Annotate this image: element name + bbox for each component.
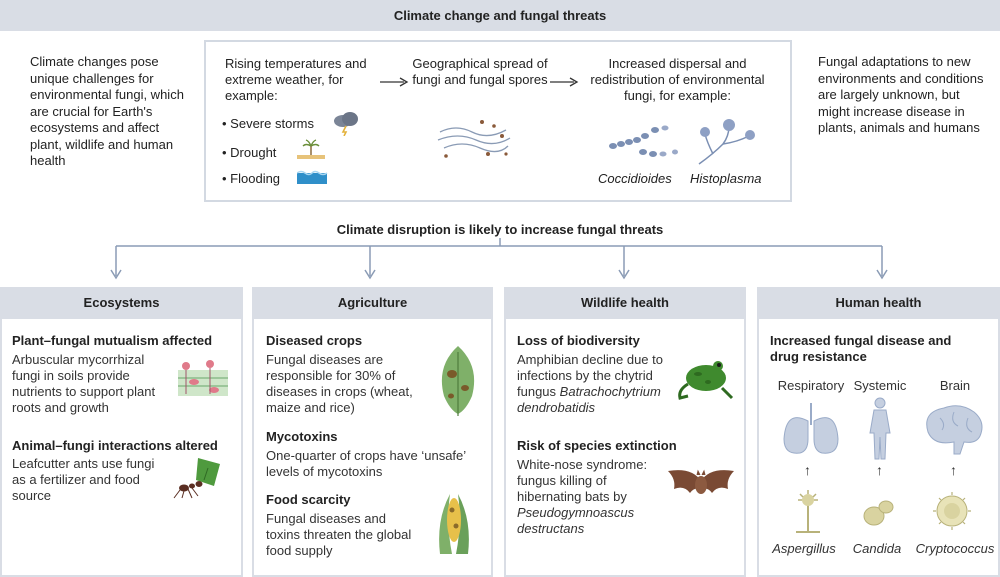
corn-icon <box>432 480 474 556</box>
ecosystems-heading-1: Plant–fungal mutualism affected <box>12 333 213 348</box>
ecosystems-header: Ecosystems <box>0 287 243 319</box>
agriculture-heading-2: Mycotoxins <box>266 429 338 444</box>
organ-label-respiratory: Respiratory <box>777 378 845 393</box>
bullet-storms: • Severe storms <box>222 116 314 131</box>
pathogen-candida: Candida <box>852 541 902 556</box>
drought-icon <box>297 138 327 162</box>
body-icon <box>866 397 894 461</box>
ecosystems-text-2: Leafcutter ants use fungi as a fertilizer and food source <box>12 456 155 503</box>
brain-icon <box>920 402 988 456</box>
diseased-leaf-icon <box>434 344 482 418</box>
intro-left-text: Climate changes pose unique challenges for environmental fungi, which are crucial for Earth's ecosystems and affect plant, wildlife and human health <box>30 54 184 168</box>
leafcutter-ant-icon <box>168 456 228 500</box>
human-header: Human health <box>757 287 1000 319</box>
example-histoplasma: Histoplasma <box>690 171 762 186</box>
flooding-icon <box>297 168 329 186</box>
wildlife-header: Wildlife health <box>504 287 746 319</box>
ecosystems-heading-2: Animal–fungi interactions altered <box>12 438 218 453</box>
wildlife-text-1-body: Amphibian decline due to infections by the chytrid fungus <box>517 352 663 399</box>
wildlife-heading-1: Loss of biodiversity <box>517 333 640 348</box>
agriculture-heading-1: Diseased crops <box>266 333 363 348</box>
organ-label-brain: Brain <box>939 378 971 393</box>
arrow-up-systemic: ↑ <box>876 462 883 478</box>
agriculture-text-3: Fungal diseases and toxins threaten the global food supply <box>266 511 412 558</box>
bat-icon <box>664 463 738 511</box>
lungs-icon <box>780 399 842 459</box>
wildlife-species-2: Pseudogymnoascus destructans <box>517 505 635 536</box>
bullet-storms-label: Severe storms <box>230 116 314 131</box>
cryptococcus-icon <box>930 490 974 532</box>
middle-title: Climate disruption is likely to increase fungal threats <box>336 222 664 237</box>
pathogen-aspergillus: Aspergillus <box>772 541 836 556</box>
agriculture-text-2: One-quarter of crops have ‘unsafe’ levels of mycotoxins <box>266 448 466 479</box>
wildlife-heading-2: Risk of species extinction <box>517 438 677 453</box>
example-coccidioides: Coccidioides <box>598 171 672 186</box>
pathogen-cryptococcus: Cryptococcus <box>915 541 995 556</box>
agriculture-header: Agriculture <box>252 287 493 319</box>
bullet-drought-label: Drought <box>230 145 277 160</box>
wildlife-text-2 <box>517 457 667 537</box>
mycorrhiza-icon <box>176 358 232 398</box>
frog-icon <box>674 356 736 400</box>
wildlife-species-1: Batrachochytrium dendrobatidis <box>517 384 661 415</box>
bullet-flooding-label: Flooding <box>230 171 281 186</box>
wildlife-text-2-body: White-nose syndrome: fungus killing of hibernating bats by <box>517 457 648 504</box>
agriculture-text-1: Fungal diseases are responsible for 30% of diseases in crops (wheat, maize and rice) <box>266 352 413 415</box>
page-title: Climate change and fungal threats <box>393 8 607 23</box>
flow-arrow-2 <box>550 76 580 88</box>
flow-step-1: Rising temperatures and extreme weather, for example: <box>225 56 367 103</box>
intro-right-text: Fungal adaptations to new environments and conditions are largely unknown, but might increase disease in plants, animals and humans <box>818 54 984 135</box>
organ-label-systemic: Systemic <box>853 378 907 393</box>
wind-spores-icon <box>436 118 516 160</box>
human-heading-1: Increased fungal disease and drug resistance <box>770 333 952 364</box>
coccidioides-icon <box>605 122 685 162</box>
bullet-drought: • Drought <box>222 145 277 160</box>
aspergillus-icon <box>788 488 828 534</box>
flow-step-3: Increased dispersal and redistribution of environmental fungi, for example: <box>590 56 765 103</box>
arrow-up-brain: ↑ <box>950 462 957 478</box>
wildlife-text-1 <box>517 352 682 416</box>
ecosystems-text-1: Arbuscular mycorrhizal fungi in soils provide nutrients to support plant roots and growth <box>12 352 156 415</box>
agriculture-heading-3: Food scarcity <box>266 492 351 507</box>
bullet-flooding: • Flooding <box>222 171 281 186</box>
storm-cloud-icon <box>331 110 361 136</box>
connector-arrows <box>0 238 1000 288</box>
flow-arrow-1 <box>380 76 410 88</box>
flow-step-2: Geographical spread of fungi and fungal spores <box>412 56 548 87</box>
arrow-up-respiratory: ↑ <box>804 462 811 478</box>
histoplasma-icon <box>693 118 763 166</box>
candida-icon <box>860 496 898 530</box>
